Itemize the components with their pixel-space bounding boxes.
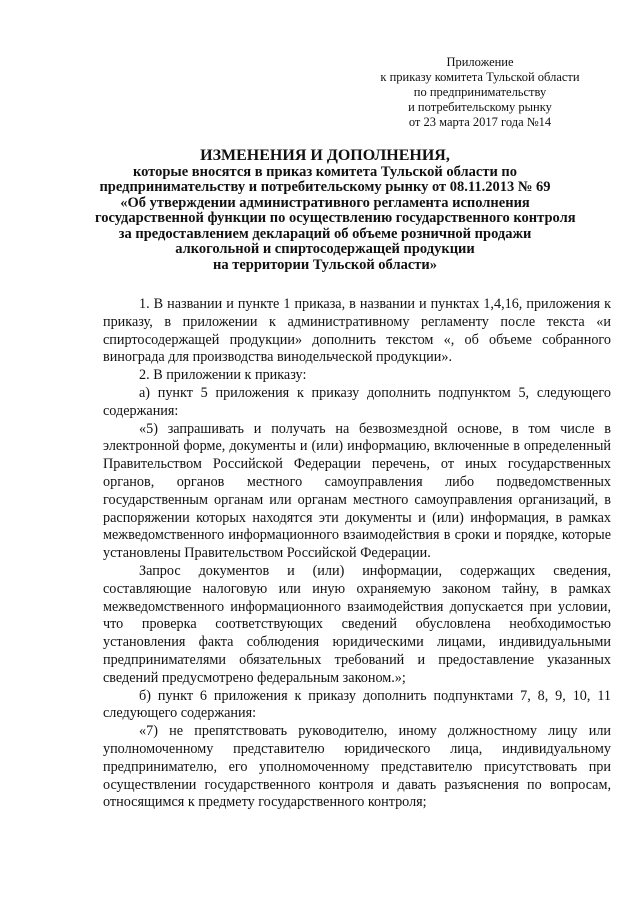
paragraph: 2. В приложении к приказу: [139, 367, 307, 384]
title-line: государственной функции по осуществлению государственного контроля [95, 210, 576, 226]
paragraph: 1. В названии и пункте 1 приказа, в названии и пунктах 1,4,16, приложения к приказу, в приложении к административному регламенту после текста «и спиртосодержащей продукции» дополнить текстом «, об объеме собранного винограда для производства винодельческой продукции». [103, 296, 611, 366]
attachment-line: от 23 марта 2017 года №14 [408, 115, 552, 129]
attachment-line: и потребительскому рынку [408, 100, 552, 114]
paragraph: Запрос документов и (или) информации, содержащих сведения, составляющие налоговую или иную охраняемую законом тайну, в рамках межведомственного информационного взаимодействия допускается при условии, что проверка соответствующих сведений обусловлена необходимостью установления факта соблюдения юридическими лицами, индивидуальными предпринимателями обязательных требований и предоставление указанных сведений предусмотрено федеральным законом.»; [103, 562, 611, 686]
title-line: за предоставлением деклараций об объеме розничной продажи [118, 225, 532, 242]
title-line: алкогольной и спиртосодержащей продукции [175, 241, 475, 257]
paragraph: «5) запрашивать и получать на безвозмездной основе, в том числе в электронной форме, документы и (или) информацию, включенные в определенный Правительством Российской Федерации перечень, от иных государственных органов, органов местного самоуправления либо подведомственных государственным органам или органам местного самоуправления организаций, в распоряжении которых находятся эти документы и (или) информация, в рамках межведомственного информационного взаимодействия в сроки и порядке, которые установлены Правительством Российской Федерации. [103, 420, 611, 562]
document-title [95, 147, 576, 273]
attachment-line: к приказу комитета Тульской области [380, 70, 580, 84]
title-line: «Об утверждении административного регламента исполнения [120, 194, 530, 211]
attachment-line: Приложение [446, 55, 514, 69]
paragraph: а) пункт 5 приложения к приказу дополнить подпунктом 5, следующего содержания: [103, 384, 611, 419]
title-line: которые вносятся в приказ комитета Тульской области по [132, 163, 518, 180]
document-body [103, 296, 611, 812]
title-line: предпринимательству и потребительскому рынку от 08.11.2013 № 69 [99, 179, 551, 195]
attachment-line: по предпринимательству [413, 85, 547, 99]
title-heading: ИЗМЕНЕНИЯ И ДОПОЛНЕНИЯ, [200, 147, 450, 164]
attachment-note [360, 55, 600, 130]
paragraph: «7) не препятствовать руководителю, иному должностному лицу или уполномоченному представителю юридического лица, индивидуальному предпринимателю, его уполномоченному представителю присутствовать при осуществлении государственного контроля и давать разъяснения по вопросам, относящимся к предмету государственного контроля; [103, 723, 611, 811]
title-line: на территории Тульской области» [212, 256, 437, 273]
paragraph: б) пункт 6 приложения к приказу дополнить подпунктами 7, 8, 9, 10, 11 следующего содержания: [103, 687, 611, 722]
